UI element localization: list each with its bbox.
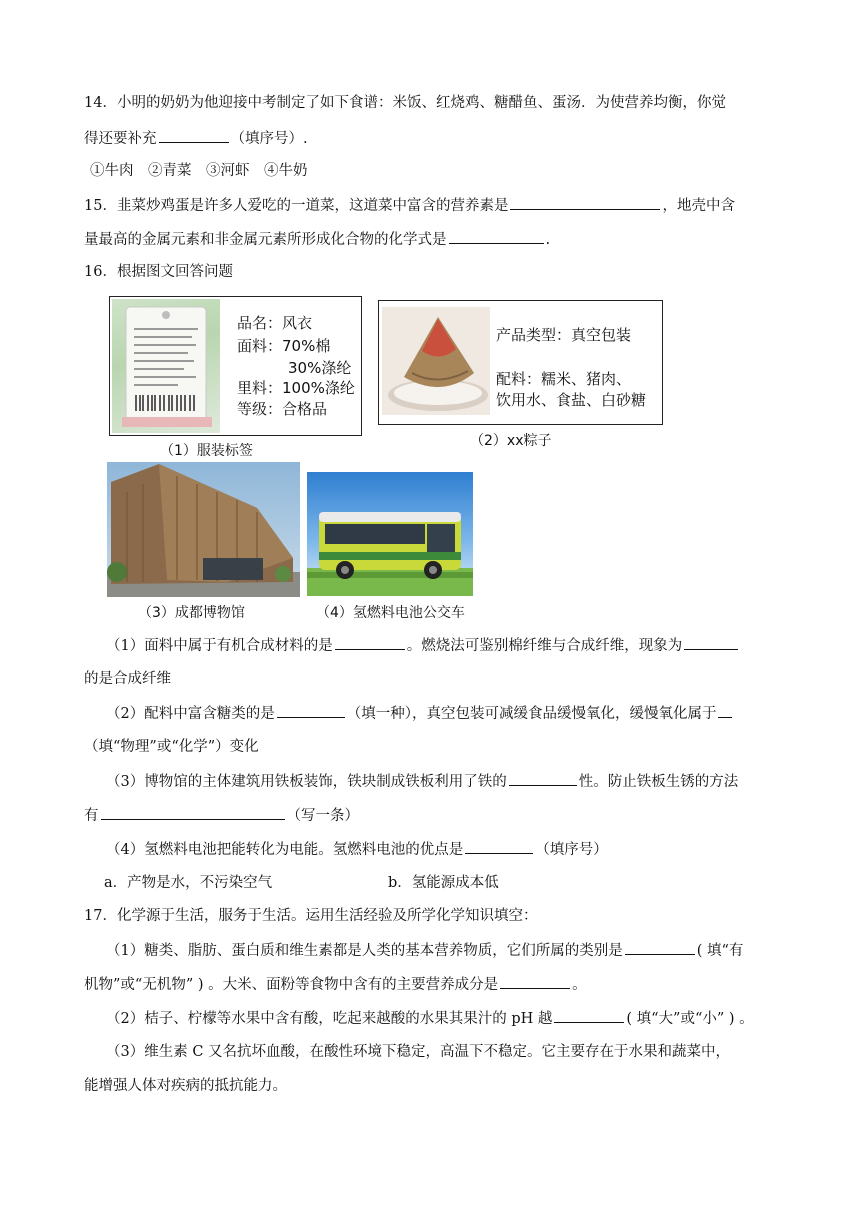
fig4-caption: （4）氢燃料电池公交车 bbox=[316, 605, 465, 621]
label-fabric-2: 30%涤纶 bbox=[288, 359, 352, 377]
q16-p3-cont: 有 （写一条） bbox=[84, 805, 359, 826]
q16-option-a: a．产物是水，不污染空气 bbox=[104, 875, 273, 891]
q17-p1-cont: 机物”或“无机物” ) 。大米、面粉等食物中含有的主要营养成分是 。 bbox=[84, 974, 587, 995]
zongzi-photo bbox=[382, 307, 490, 415]
q16-p1-cont: 的是合成纤维 bbox=[84, 671, 171, 687]
q16-p2-cont: （填“物理”或“化学”）变化 bbox=[84, 739, 259, 755]
zongzi-image-icon bbox=[382, 307, 490, 415]
zongzi-ingredients: 配料：糯米、猪肉、 bbox=[496, 370, 632, 388]
museum-photo bbox=[107, 462, 300, 597]
fig3-caption: （3）成都博物馆 bbox=[138, 605, 245, 621]
q16-p4-blank[interactable] bbox=[465, 839, 533, 854]
fig2-caption: （2）xx粽子 bbox=[470, 433, 552, 449]
museum-image-icon bbox=[107, 462, 300, 597]
bus-image-icon bbox=[307, 472, 473, 596]
clothing-label-figure bbox=[109, 296, 362, 436]
clothing-tag-image-icon bbox=[112, 299, 220, 433]
q16-p3-blank-2[interactable] bbox=[101, 805, 285, 820]
q15-line2: 量最高的金属元素和非金属元素所形成化合物的化学式是 . bbox=[84, 229, 550, 250]
q17-p3: （3）维生素 C 又名抗坏血酸，在酸性环境下稳定，高温下不稳定。它主要存在于水果和蔬菜中， bbox=[106, 1044, 731, 1060]
q16-p2: （2）配料中富含糖类的是 （填一种），真空包装可减缓食品缓慢氧化，缓慢氧化属于 bbox=[106, 703, 734, 724]
q15-blank-1[interactable] bbox=[510, 195, 660, 210]
q16-title: 16．根据图文回答问题 bbox=[84, 264, 233, 280]
q17-p2-blank[interactable] bbox=[554, 1008, 624, 1023]
label-lining: 里料：100%涤纶 bbox=[237, 379, 355, 397]
q15-blank-2[interactable] bbox=[449, 229, 544, 244]
q16-option-b: b．氢能源成本低 bbox=[388, 875, 499, 891]
bus-photo bbox=[307, 472, 473, 596]
q16-p2-blank-1[interactable] bbox=[277, 703, 345, 718]
q17-p1-blank-1[interactable] bbox=[625, 940, 695, 955]
q16-p2-blank-2[interactable] bbox=[718, 703, 732, 718]
q17-p1-blank-2[interactable] bbox=[500, 974, 570, 989]
label-name: 品名：风衣 bbox=[237, 314, 313, 332]
q17-p1: （1）糖类、脂肪、蛋白质和维生素都是人类的基本营养物质，它们所属的类别是 ( 填“有 bbox=[106, 940, 743, 961]
q15-line1: 15．韭菜炒鸡蛋是许多人爱吃的一道菜，这道菜中富含的营养素是 ，地壳中含 bbox=[84, 195, 735, 216]
q16-p3-blank-1[interactable] bbox=[509, 771, 577, 786]
zongzi-type: 产品类型：真空包装 bbox=[496, 326, 632, 344]
label-fabric: 面料：70%棉 bbox=[237, 337, 331, 355]
q16-p1: （1）面料中属于有机合成材料的是 。燃烧法可鉴别棉纤维与合成纤维，现象为 bbox=[106, 635, 740, 656]
q14-answer-blank[interactable] bbox=[159, 128, 229, 143]
q16-p4: （4）氢燃料电池把能转化为电能。氢燃料电池的优点是 （填序号） bbox=[106, 839, 608, 860]
q14-options: ①牛肉 ②青菜 ③河虾 ④牛奶 bbox=[90, 163, 308, 179]
q17-p2: （2）桔子、柠檬等水果中含有酸，吃起来越酸的水果其果汁的 pH 越 ( 填“大”或“小” ) 。 bbox=[106, 1008, 754, 1029]
label-grade: 等级：合格品 bbox=[237, 400, 328, 418]
q16-p1-blank-2[interactable] bbox=[684, 635, 738, 650]
q14-line2: 得还要补充 （填序号）. bbox=[84, 128, 308, 149]
zongzi-ingredients-2: 饮用水、食盐、白砂糖 bbox=[496, 391, 647, 409]
q14-line1: 14．小明的奶奶为他迎接中考制定了如下食谱：米饭、红烧鸡、糖醋鱼、蛋汤．为使营养均衡，你觉 bbox=[84, 95, 726, 111]
q16-p3: （3）博物馆的主体建筑用铁板装饰，铁块制成铁板利用了铁的 性。防止铁板生锈的方法 bbox=[106, 771, 738, 792]
q17-p3-cont: 能增强人体对疾病的抵抗能力。 bbox=[84, 1078, 287, 1094]
fig1-caption: （1）服装标签 bbox=[160, 443, 253, 459]
zongzi-figure bbox=[378, 300, 663, 425]
q16-p1-blank-1[interactable] bbox=[335, 635, 405, 650]
clothing-tag-photo bbox=[112, 299, 220, 433]
q17-title: 17．化学源于生活，服务于生活。运用生活经验及所学化学知识填空： bbox=[84, 908, 538, 924]
